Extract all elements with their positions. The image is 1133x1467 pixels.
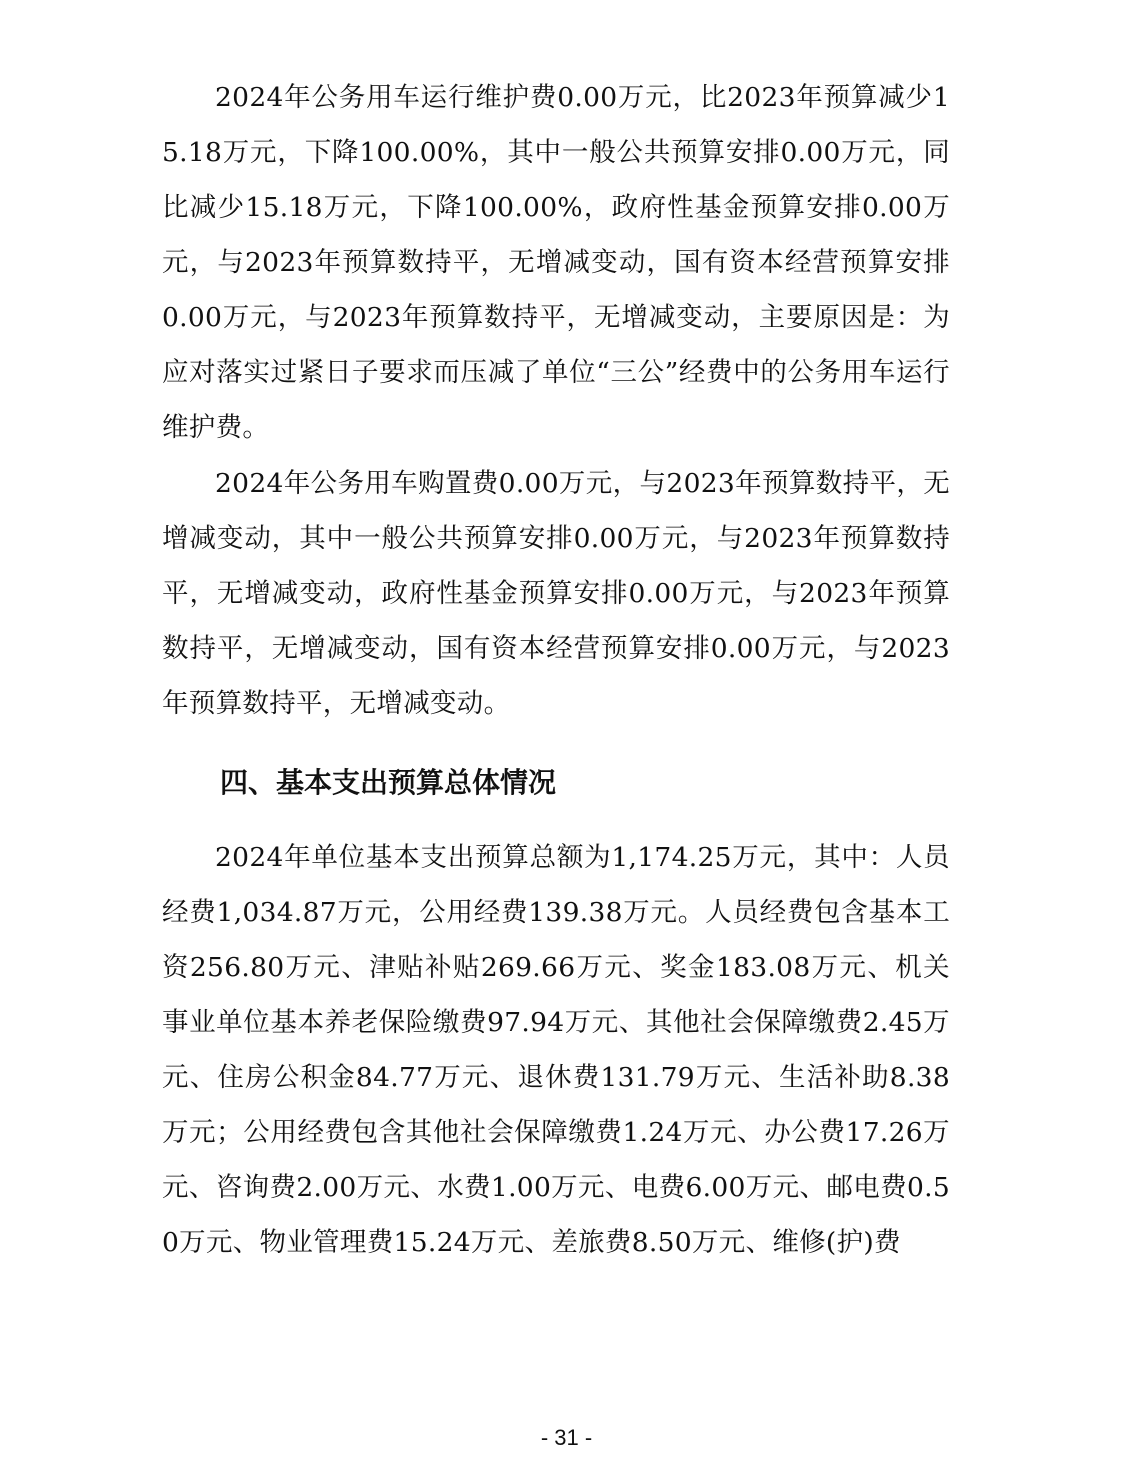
section-heading: 四、基本支出预算总体情况 (220, 766, 557, 799)
paragraph-basic-expenditure: 2024年单位基本支出预算总额为1,174.25万元，其中：人员经费1,034.87万元，公用经费139.38万元。人员经费包含基本工资256.80万元、津贴补贴269.66万元、奖金183.08万元、机关事业单位基本养老保险缴费97.94万元、其他社会保障缴费2.45万元、住房公积金84.77万元、退休费131.79万元、生活补助8.38万元；公用经费包含其他社会保障缴费1.24万元、办公费17.26万元、咨询费2.00万元、水费1.00万元、电费6.00万元、邮电费0.50万元、物业管理费15.24万元、差旅费8.50万元、维修(护)费 (162, 842, 950, 1258)
paragraph-vehicle-purchase: 2024年公务用车购置费0.00万元，与2023年预算数持平，无增减变动，其中一般公共预算安排0.00万元，与2023年预算数持平，无增减变动，政府性基金预算安排0.00万元，与2023年预算数持平，无增减变动，国有资本经营预算安排0.00万元，与2023年预算数持平，无增减变动。 (162, 468, 950, 719)
paragraph-vehicle-maintenance: 2024年公务用车运行维护费0.00万元，比2023年预算减少15.18万元，下降100.00%，其中一般公共预算安排0.00万元，同比减少15.18万元，下降100.00%，政府性基金预算安排0.00万元，与2023年预算数持平，无增减变动，国有资本经营预算安排0.00万元，与2023年预算数持平，无增减变动，主要原因是：为应对落实过紧日子要求而压减了单位“三公”经费中的公务用车运行维护费。 (162, 82, 950, 443)
page-number: - 31 - (540, 1425, 593, 1450)
